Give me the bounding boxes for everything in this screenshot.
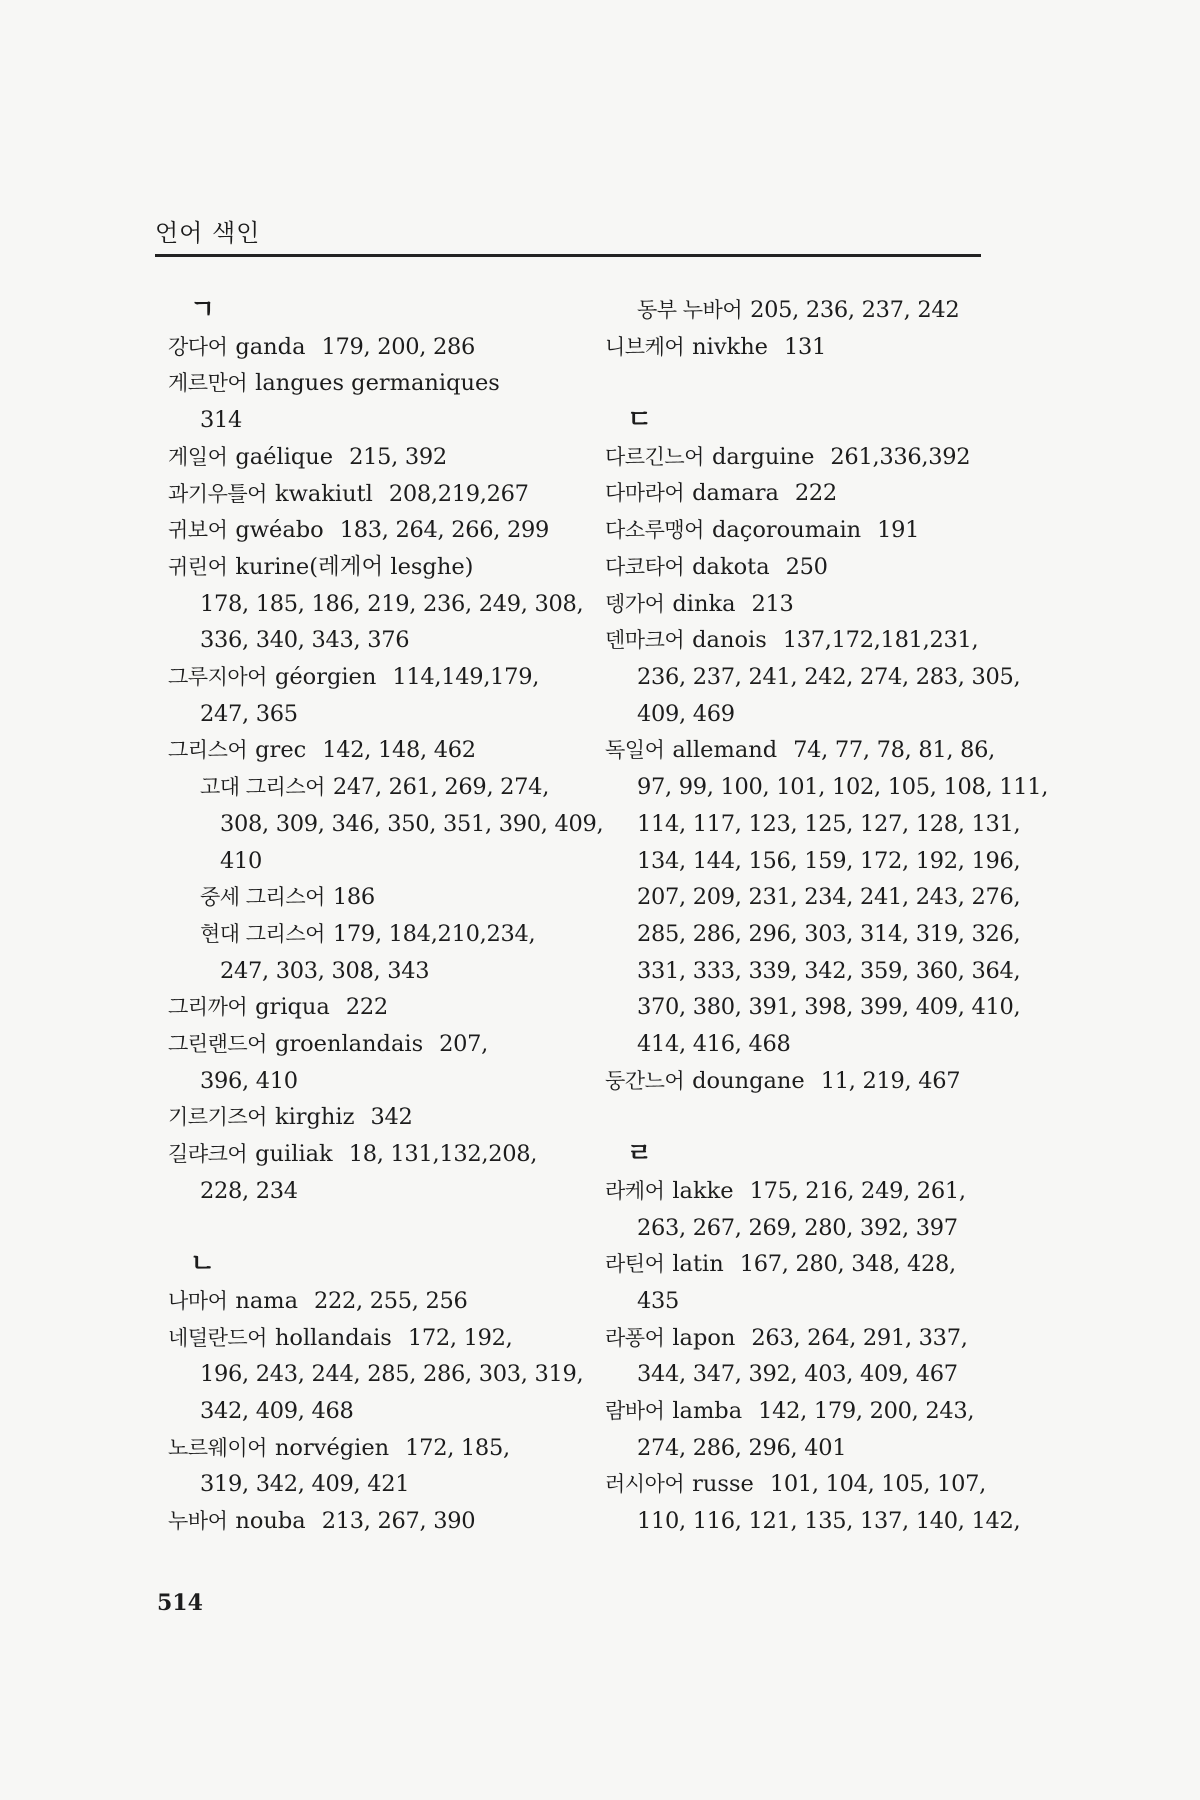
korean-term: 다코타어: [605, 554, 685, 579]
entry-first-line: [168, 1026, 548, 1063]
index-entry: [168, 512, 548, 549]
index-entry: [168, 659, 548, 732]
entry-first-line: [168, 365, 548, 402]
entry-continuation: [605, 916, 1021, 953]
entry-first-line: [168, 439, 548, 476]
french-term: gaélique: [235, 443, 334, 470]
index-subentry: [168, 769, 604, 879]
french-term: norvégien: [274, 1434, 390, 1461]
page-refs: 175, 216, 249, 261,: [749, 1177, 966, 1204]
section-heading: ㄷ: [627, 405, 653, 436]
french-term: damara: [692, 480, 779, 507]
index-entry: [605, 549, 985, 586]
page-refs: 274, 286, 296, 401: [637, 1434, 847, 1461]
french-term: grec: [255, 737, 307, 764]
page-refs: 250: [785, 553, 828, 580]
korean-term: 다마라어: [605, 481, 685, 506]
index-subentry: [168, 879, 548, 916]
page-refs: 222, 255, 256: [314, 1287, 468, 1314]
entry-continuation: [605, 1283, 985, 1320]
korean-term: 라케어: [605, 1178, 665, 1203]
page-refs: 285, 286, 296, 303, 314, 319, 326,: [637, 920, 1021, 947]
entry-first-line: [605, 732, 995, 769]
index-entry: [605, 586, 985, 623]
french-term: hollandais: [274, 1324, 392, 1351]
entry-first-line: [168, 769, 548, 806]
index-entry: [605, 475, 985, 512]
korean-term: 고대 그리스어: [200, 775, 325, 800]
entry-first-line: [605, 329, 985, 366]
index-entry: [168, 476, 548, 513]
index-entry: [168, 329, 548, 366]
korean-term: 뎅가어: [605, 591, 665, 616]
index-entry: [605, 439, 985, 476]
index-entry: [168, 1503, 548, 1540]
index-entry: [168, 549, 584, 659]
index-entry: [168, 1026, 548, 1099]
page-refs: 435: [637, 1287, 680, 1314]
page-refs: 186: [332, 884, 375, 911]
entry-first-line: [168, 1320, 548, 1357]
entry-continuation: [168, 1356, 584, 1393]
entry-continuation: [605, 696, 985, 733]
entry-continuation: [605, 1503, 1021, 1540]
page-refs: 319, 342, 409, 421: [200, 1471, 410, 1498]
korean-term: 그루지아어: [168, 665, 267, 690]
page-refs: 414, 416, 468: [637, 1031, 791, 1058]
page-refs: 167, 280, 348, 428,: [739, 1251, 956, 1278]
index-entry: [168, 439, 548, 476]
korean-term: 둥간느어: [605, 1068, 685, 1093]
page-refs: 215, 392: [349, 443, 447, 470]
french-term: guiliak: [255, 1141, 333, 1168]
french-term: kurine(레게어 lesghe): [235, 553, 474, 580]
page-number: 514: [157, 1590, 203, 1616]
french-term: nouba: [235, 1508, 306, 1535]
page-refs: 247, 303, 308, 343: [220, 957, 430, 984]
index-entry: [168, 732, 548, 769]
page-refs: 131: [784, 333, 827, 360]
entry-continuation: [168, 806, 604, 843]
entry-first-line: [605, 439, 985, 476]
korean-term: 독일어: [605, 738, 665, 763]
french-term: nama: [235, 1287, 299, 1314]
index-entry: [605, 1393, 985, 1466]
page-refs: 205, 236, 237, 242: [750, 297, 960, 323]
korean-term: 라틴어: [605, 1252, 665, 1277]
page-refs: 314: [200, 407, 243, 434]
entry-first-line: [605, 622, 985, 659]
page-refs: 247, 365: [200, 700, 298, 727]
korean-term: 나마어: [168, 1288, 228, 1313]
index-entry: [605, 1320, 985, 1393]
entry-continuation: [168, 843, 548, 880]
entry-continuation: [168, 1173, 548, 1210]
entry-first-line: [168, 549, 548, 586]
index-entry: [168, 1320, 584, 1430]
french-term: ganda: [235, 333, 306, 360]
page-refs: 331, 333, 339, 342, 359, 360, 364,: [637, 957, 1021, 984]
page-refs: 137,172,181,231,: [782, 627, 979, 654]
page-refs: 370, 380, 391, 398, 399, 409, 410,: [637, 994, 1021, 1021]
korean-term: 현대 그리스어: [200, 921, 325, 946]
entry-continuation: [168, 1063, 548, 1100]
entry-first-line: [168, 1430, 548, 1467]
entry-first-line: [168, 329, 548, 366]
french-term: géorgien: [274, 664, 377, 691]
entry-first-line: [168, 1136, 548, 1173]
index-entry: [605, 1173, 985, 1246]
page-refs: 208,219,267: [388, 480, 529, 507]
french-term: kwakiutl: [274, 480, 373, 507]
page-refs: 178, 185, 186, 219, 236, 249, 308,: [200, 590, 584, 617]
page-refs: 179, 184,210,234,: [332, 920, 536, 947]
korean-term: 게일어: [168, 444, 228, 469]
page-refs: 213: [751, 590, 794, 617]
french-term: daçoroumain: [711, 517, 862, 544]
french-term: langues germaniques: [255, 370, 500, 397]
french-term: allemand: [672, 737, 778, 764]
section-spacer: [605, 1099, 985, 1136]
entry-first-line: [605, 586, 985, 623]
index-entry: [168, 1136, 548, 1209]
french-term: groenlandais: [274, 1031, 424, 1058]
page-refs: 18, 131,132,208,: [348, 1141, 538, 1168]
korean-term: 귀보어: [168, 518, 228, 543]
index-subentry: [605, 292, 985, 329]
page-refs: 183, 264, 266, 299: [339, 517, 549, 544]
index-entry: [168, 1283, 548, 1320]
french-term: latin: [672, 1251, 724, 1278]
entry-first-line: [605, 475, 985, 512]
page-refs: 222: [345, 994, 388, 1021]
running-head: 언어 색인: [155, 219, 261, 247]
korean-term: 누바어: [168, 1509, 228, 1534]
entry-first-line: [168, 916, 548, 953]
entry-continuation: [605, 659, 1021, 696]
entry-first-line: [168, 989, 548, 1026]
page-refs: 247, 261, 269, 274,: [332, 774, 550, 801]
index-subentry: [168, 916, 548, 989]
entry-continuation: [605, 1026, 985, 1063]
entry-continuation: [168, 1393, 548, 1430]
page-refs: 263, 267, 269, 280, 392, 397: [637, 1214, 958, 1241]
page-refs: 191: [877, 517, 920, 544]
korean-term: 동부 누바어: [637, 298, 743, 322]
section-heading: ㄹ: [627, 1139, 653, 1170]
french-term: russe: [692, 1471, 754, 1498]
index-column-left: [168, 292, 604, 1540]
page-refs: 222: [794, 480, 837, 507]
page-refs: 207,: [439, 1031, 489, 1058]
korean-term: 기르기즈어: [168, 1105, 267, 1130]
korean-term: 러시아어: [605, 1472, 685, 1497]
page-refs: 213, 267, 390: [321, 1508, 476, 1535]
entry-continuation: [168, 402, 548, 439]
korean-term: 과기우틀어: [168, 481, 267, 506]
entry-first-line: [605, 549, 985, 586]
page-refs: 114, 117, 123, 125, 127, 128, 131,: [637, 810, 1021, 837]
page-refs: 396, 410: [200, 1067, 298, 1094]
entry-first-line: [605, 1393, 985, 1430]
entry-first-line: [168, 1099, 548, 1136]
french-term: nivkhe: [692, 333, 768, 360]
korean-term: 그리까어: [168, 995, 248, 1020]
page-refs: 97, 99, 100, 101, 102, 105, 108, 111,: [637, 774, 1049, 801]
page-refs: 134, 144, 156, 159, 172, 192, 196,: [637, 847, 1021, 874]
section-spacer: [168, 1210, 548, 1247]
korean-term: 덴마크어: [605, 628, 685, 653]
entry-first-line: [605, 1320, 985, 1357]
korean-term: 그린랜드어: [168, 1032, 267, 1057]
entry-continuation: [605, 1430, 985, 1467]
french-term: doungane: [692, 1067, 805, 1094]
entry-first-line: [605, 512, 985, 549]
korean-term: 다르긴느어: [605, 444, 704, 469]
section-heading: ㄴ: [190, 1249, 216, 1280]
entry-continuation: [605, 989, 1021, 1026]
index-entry: [168, 989, 548, 1026]
entry-continuation: [168, 586, 584, 623]
french-term: lapon: [672, 1324, 736, 1351]
entry-continuation: [605, 843, 1021, 880]
korean-term: 중세 그리스어: [200, 885, 325, 910]
french-term: kirghiz: [274, 1104, 355, 1131]
page-refs: 261,336,392: [830, 443, 971, 470]
entry-first-line: [605, 1466, 985, 1503]
entry-continuation: [605, 953, 1021, 990]
index-entry: [605, 1466, 1021, 1539]
page-refs: 172, 192,: [407, 1324, 513, 1351]
page-refs: 142, 148, 462: [322, 737, 476, 764]
entry-first-line: [168, 1283, 548, 1320]
entry-first-line: [168, 879, 548, 916]
korean-term: 길랴크어: [168, 1142, 248, 1167]
french-term: danois: [692, 627, 767, 654]
page-refs: 342: [370, 1104, 413, 1131]
index-entry: [168, 365, 548, 438]
french-term: gwéabo: [235, 517, 324, 544]
index-entry: [168, 1430, 548, 1503]
index-entry: [605, 732, 1049, 1062]
header-rule: [155, 254, 981, 257]
entry-first-line: [605, 1173, 985, 1210]
french-term: lakke: [672, 1177, 734, 1204]
entry-first-line: [605, 1063, 985, 1100]
entry-continuation: [605, 879, 1021, 916]
entry-continuation: [605, 1356, 985, 1393]
index-entry: [605, 512, 985, 549]
korean-term: 라퐁어: [605, 1325, 665, 1350]
entry-first-line: [168, 659, 548, 696]
korean-term: 그리스어: [168, 738, 248, 763]
page-refs: 179, 200, 286: [321, 333, 476, 360]
index-entry: [605, 622, 1021, 732]
page-refs: 207, 209, 231, 234, 241, 243, 276,: [637, 884, 1021, 911]
page-refs: 172, 185,: [405, 1434, 510, 1461]
page-refs: 228, 234: [200, 1177, 298, 1204]
korean-term: 귀린어: [168, 554, 228, 579]
korean-term: 람바어: [605, 1399, 665, 1424]
entry-continuation: [168, 622, 548, 659]
page-refs: 344, 347, 392, 403, 409, 467: [637, 1361, 958, 1388]
index-entry: [605, 1063, 985, 1100]
page-refs: 101, 104, 105, 107,: [769, 1471, 986, 1498]
section-heading: ㄱ: [190, 295, 216, 325]
korean-term: 다소루맹어: [605, 518, 704, 543]
korean-term: 네덜란드어: [168, 1325, 267, 1350]
page-refs: 11, 219, 467: [820, 1067, 961, 1094]
korean-term: 강다어: [168, 334, 228, 359]
entry-continuation: [168, 953, 548, 990]
index-entry: [605, 1246, 985, 1319]
page-refs: 142, 179, 200, 243,: [758, 1398, 975, 1425]
page-refs: 114,149,179,: [392, 664, 540, 691]
entry-first-line: [168, 476, 548, 513]
section-spacer: [605, 365, 985, 402]
french-term: dakota: [692, 553, 770, 580]
page-refs: 236, 237, 241, 242, 274, 283, 305,: [637, 664, 1021, 690]
page-refs: 74, 77, 78, 81, 86,: [793, 737, 995, 764]
page-refs: 410: [220, 847, 263, 874]
korean-term: 노르웨이어: [168, 1435, 267, 1460]
page-refs: 342, 409, 468: [200, 1398, 354, 1425]
french-term: dinka: [672, 590, 736, 617]
page-refs: 409, 469: [637, 700, 735, 727]
entry-continuation: [605, 1210, 985, 1247]
entry-continuation: [605, 769, 1049, 806]
entry-continuation: [605, 806, 1021, 843]
page-refs: 263, 264, 291, 337,: [751, 1324, 968, 1351]
entry-first-line: [168, 732, 548, 769]
entry-continuation: [168, 696, 548, 733]
page-refs: 110, 116, 121, 135, 137, 140, 142,: [637, 1508, 1021, 1535]
entry-first-line: [605, 1246, 985, 1283]
page-refs: 308, 309, 346, 350, 351, 390, 409,: [220, 810, 604, 837]
french-term: lamba: [672, 1398, 743, 1425]
entry-continuation: [168, 1466, 548, 1503]
entry-first-line: [168, 1503, 548, 1540]
entry-first-line: [168, 512, 548, 549]
page-refs: 336, 340, 343, 376: [200, 627, 410, 654]
french-term: griqua: [255, 994, 330, 1021]
index-entry: [605, 329, 985, 366]
index-column-right: [605, 292, 1049, 1540]
page-refs: 196, 243, 244, 285, 286, 303, 319,: [200, 1361, 584, 1388]
french-term: darguine: [711, 443, 815, 470]
index-entry: [168, 1099, 548, 1136]
korean-term: 니브케어: [605, 334, 685, 359]
korean-term: 게르만어: [168, 371, 248, 396]
entry-first-line: [605, 292, 985, 329]
